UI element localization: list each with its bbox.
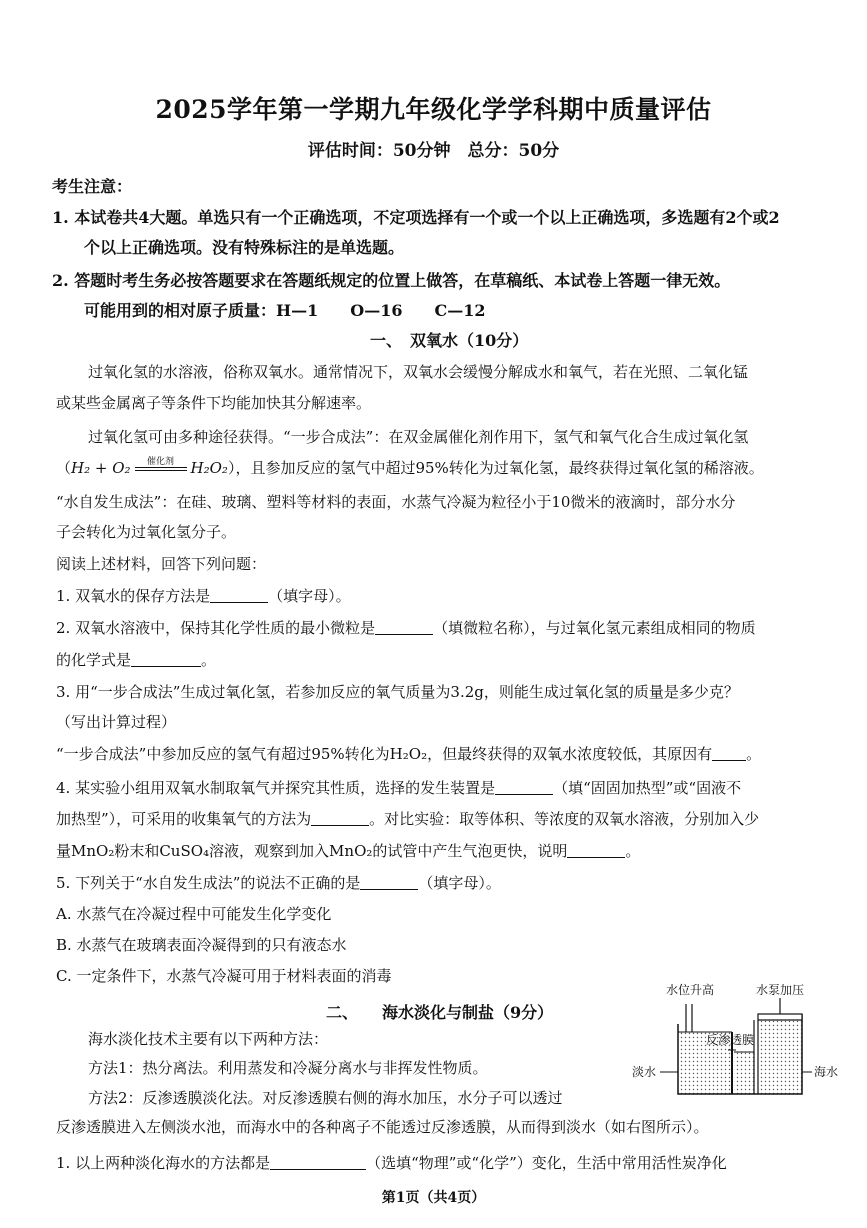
question-2-line-1 <box>56 617 756 638</box>
question-2-blank-1[interactable] <box>375 619 433 635</box>
pump-piston <box>758 1014 802 1020</box>
equation-arrow <box>135 457 187 471</box>
question-2-line-2-text: 的化学式是 <box>56 651 132 669</box>
questions-lead: 阅读上述材料，回答下列问题： <box>56 555 267 573</box>
question-5-suffix: （填字母）。 <box>418 874 501 892</box>
sea-water-fill <box>758 1020 802 1094</box>
question-3-line-2: （写出计算过程） <box>56 713 177 731</box>
label-membrane: 反渗透膜 <box>706 1033 755 1047</box>
question-4-line-2 <box>56 808 759 829</box>
question-3-line-3-suffix: 。 <box>746 745 762 763</box>
section-1-equation-line <box>56 457 764 478</box>
label-pump: 水泵加压 <box>756 983 805 997</box>
question-4-line-3-suffix: 。 <box>625 842 641 860</box>
question-5-option-a: A. 水蒸气在冷凝过程中可能发生化学变化 <box>56 905 332 923</box>
section-1-para-1-line-1: 过氧化氢的水溶液，俗称双氧水。通常情况下，双氧水会缓慢分解成水和氧气，若在光照、二氧化锰 <box>88 363 749 381</box>
notice-item-1-line-2: 个以上正确选项。没有特殊标注的是单选题。 <box>84 238 405 257</box>
question-1-blank[interactable] <box>210 587 268 603</box>
notice-item-1-line-1: 1. 本试卷共4大题。单选只有一个正确选项，不定项选择有一个或一个以上正确选项，多选题有2个或2 <box>52 208 780 227</box>
question-4-text: 4. 某实验小组用双氧水制取氧气并探究其性质，选择的发生装置是 <box>56 779 496 797</box>
question-5-option-c: C. 一定条件下，水蒸气冷凝可用于材料表面的消毒 <box>56 967 392 985</box>
question-3-blank[interactable] <box>712 745 746 761</box>
question-2-blank-2[interactable] <box>131 651 201 667</box>
section-2-question-1-text: 1. 以上两种淡化海水的方法都是 <box>56 1154 271 1172</box>
question-4-blank-3[interactable] <box>567 842 625 858</box>
question-1-suffix: （填字母）。 <box>268 587 351 605</box>
section-2-question-1-suffix: （选填“物理”或“化学”）变化，生活中常用活性炭净化 <box>366 1154 727 1172</box>
section-2-method-2-line-2: 反渗透膜进入左侧淡水池，而海水中的各种离子不能透过反渗透膜，从而得到淡水（如右图所示）。 <box>56 1118 709 1136</box>
equation-catalyst-label: 催化剂 <box>147 457 175 467</box>
question-2-line-2 <box>56 649 216 670</box>
question-2-text: 2. 双氧水溶液中，保持其化学性质的最小微粒是 <box>56 619 376 637</box>
question-5 <box>56 872 501 893</box>
section-1-para-1-line-2: 或某些金属离子等条件下均能加快其分解速率。 <box>56 394 372 412</box>
question-1 <box>56 585 351 606</box>
label-water-level: 水位升高 <box>666 983 715 997</box>
question-4-line-3-text: 量MnO₂粉末和CuSO₄溶液，观察到加入MnO₂的试管中产生气泡更快，说明 <box>56 842 568 860</box>
section-2-method-2-line-1: 方法2：反渗透膜淡化法。对反渗透膜右侧的海水加压，水分子可以透过 <box>88 1089 563 1107</box>
question-5-blank[interactable] <box>360 874 418 890</box>
label-sea-water: 海水 <box>814 1065 839 1079</box>
notice-heading: 考生注意： <box>52 177 133 196</box>
question-3-line-3 <box>56 743 761 764</box>
equation-product: H₂O₂ <box>190 459 228 477</box>
question-2-line-2-suffix: 。 <box>201 651 217 669</box>
exam-title: 2025学年第一学期九年级化学学科期中质量评估 <box>155 95 712 124</box>
section-1-para-2-line-1: 过氧化氢可由多种途径获得。“一步合成法”：在双金属催化剂作用下，氢气和氧气化合生成过氧化氢 <box>88 428 749 446</box>
equation-open-paren: （ <box>56 459 72 477</box>
equation-reactants: H₂ + O₂ <box>71 459 131 477</box>
reverse-osmosis-diagram <box>632 980 852 1108</box>
section-2-method-1: 方法1：热分离法。利用蒸发和冷凝分离水与非挥发性物质。 <box>88 1059 488 1077</box>
section-1-para-3-line-2: 子会转化为过氧化氢分子。 <box>56 523 237 541</box>
question-1-text: 1. 双氧水的保存方法是 <box>56 587 211 605</box>
section-1-heading: 一、 双氧水（10分） <box>370 331 529 350</box>
question-4-line-2-suffix: 。对比实验：取等体积、等浓度的双氧水溶液，分别加入少 <box>369 810 760 828</box>
equation-rest-text: ），且参加反应的氢气中超过95%转化为过氧化氢，最终获得过氧化氢的稀溶液。 <box>227 459 764 477</box>
section-2-question-1-blank[interactable] <box>270 1154 366 1170</box>
question-4-blank-1[interactable] <box>495 779 553 795</box>
section-2-intro: 海水淡化技术主要有以下两种方法： <box>88 1030 329 1048</box>
question-3-line-1: 3. 用“一步合成法”生成过氧化氢，若参加反应的氧气质量为3.2g，则能生成过氧化氢的质量是多少克？ <box>56 683 739 701</box>
question-4-suffix: （填“固固加热型”或“固液不 <box>553 779 742 797</box>
label-fresh-water: 淡水 <box>632 1065 657 1079</box>
question-4-line-1 <box>56 777 741 798</box>
question-4-line-3 <box>56 840 640 861</box>
exam-subtitle: 评估时间：50分钟 总分：50分 <box>307 141 560 161</box>
section-2-question-1 <box>56 1152 727 1173</box>
atomic-mass-note: 可能用到的相对原子质量：H—1 O—16 C—12 <box>84 301 486 320</box>
notice-item-2: 2. 答题时考生务必按答题要求在答题纸规定的位置上做答，在草稿纸、本试卷上答题一律无效。 <box>52 271 731 290</box>
section-2-heading: 二、 海水淡化与制盐（9分） <box>326 1003 554 1022</box>
page-number: 第1页（共4页） <box>381 1190 486 1206</box>
question-3-line-3-text: “一步合成法”中参加反应的氢气有超过95%转化为H₂O₂，但最终获得的双氧水浓度较低，其原因有 <box>56 745 713 763</box>
sea-water-fill-lower <box>734 1052 754 1094</box>
section-1-para-3-line-1: “水自发生成法”：在硅、玻璃、塑料等材料的表面，水蒸气冷凝为粒径小于10微米的液滴时，部分水分 <box>56 493 736 511</box>
question-5-text: 5. 下列关于“水自发生成法”的说法不正确的是 <box>56 874 361 892</box>
question-5-option-b: B. 水蒸气在玻璃表面冷凝得到的只有液态水 <box>56 936 347 954</box>
question-2-mid: （填微粒名称），与过氧化氢元素组成相同的物质 <box>433 619 756 637</box>
question-4-line-2-text: 加热型”），可采用的收集氧气的方法为 <box>56 810 312 828</box>
question-4-blank-2[interactable] <box>311 810 369 826</box>
